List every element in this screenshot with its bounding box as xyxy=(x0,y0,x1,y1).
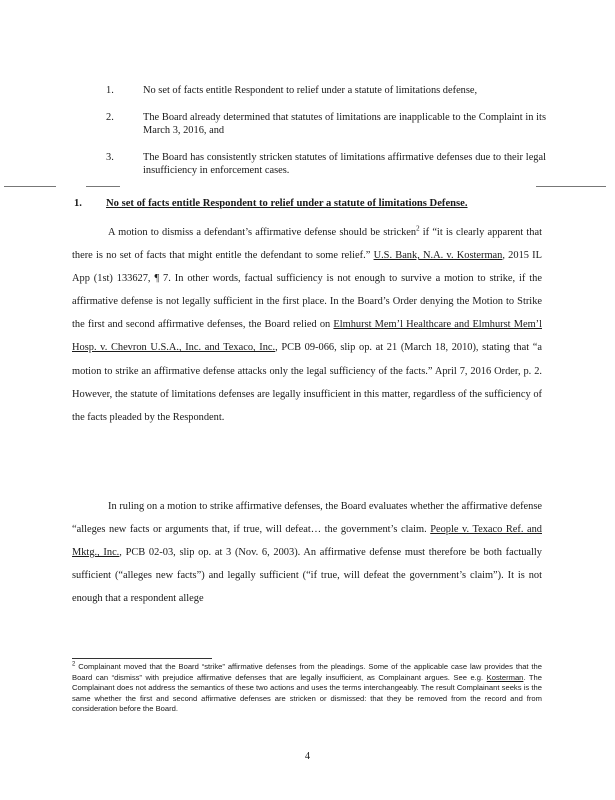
case-citation: Kosterman xyxy=(486,672,524,682)
paragraph-text: , PCB 02-03, slip op. at 3 (Nov. 6, 2003). An affirmative defense must therefore be both factually sufficient (“alleges new facts”) and legally sufficient (“if true, will defeat the government’s claim”). It is not enough that a respondent allege xyxy=(72,547,542,605)
section-heading xyxy=(74,198,468,209)
paragraph-text: if “it is clearly apparent that there is no set of facts that might entitle the defendant to some relief.” xyxy=(72,227,542,262)
case-citation: Elmhurst Mem’l Healthcare and Elmhurst Mem’l Hosp. v. Chevron U.S.A., Inc. and Texaco, Inc. xyxy=(72,319,542,354)
paragraph-text: , PCB 09-066, slip op. at 21 (March 18, 2010), stating that “a motion to strike an affirmative defense attacks only the legal sufficiency of the facts.” April 7, 2016 Order, p. 2. However, the statute of limitations defenses are legally insufficient in this matter, regardless of the sufficiency of the facts pleaded by the Respondent. xyxy=(72,342,542,423)
paragraph-text: , 2015 IL App (1st) 133627, ¶ 7. In other words, factual sufficiency is not enough to survive a motion to strike, if the affirmative defense is not legally sufficient in the first place. In the Board’s Order denying the Motion to Strike the first and second affirmative defenses, the Board relied on xyxy=(72,250,542,331)
footnote-reference[interactable]: 2 xyxy=(416,224,420,233)
page-number: 4 xyxy=(304,751,311,762)
paragraph-2 xyxy=(72,495,542,610)
footnote-text: Complainant moved that the Board “strike” affirmative defenses from the pleadings. Some of the applicable case law provides that the Board can “dismiss” with prejudice affirmative defenses that are legally insufficient, as Complainant argues. See e.g. xyxy=(72,662,542,682)
paragraph-text: In ruling on a motion to strike affirmative defenses, the Board evaluates whether the affirmative defense “alleges new facts or arguments that, if true, will defeat… the government’s claim. xyxy=(72,501,542,536)
list-item-text: The Board has consistently stricken statutes of limitations affirmative defenses due to their legal insufficiency in enforcement cases. xyxy=(143,152,546,176)
footnote-divider xyxy=(72,658,212,659)
list-item-text: The Board already determined that statutes of limitations are inapplicable to the Complaint in its March 3, 2016, and xyxy=(143,112,546,136)
section-heading-number: 1. xyxy=(74,198,82,209)
list-item xyxy=(106,84,546,97)
case-citation: People v. Texaco Ref. and Mktg., Inc. xyxy=(72,524,542,559)
list-item-text: No set of facts entitle Respondent to relief under a statute of limitations defense, xyxy=(143,85,478,96)
footnote-text: . The Complainant does not address the semantics of these two actions and uses the terms interchangeably. The result Complainant seeks is the same whether the first and second affirmative defenses are stricken or dismissed: that they be removed from the record and from consideration before the Board. xyxy=(72,672,543,714)
section-heading-text: No set of facts entitle Respondent to relief under a statute of limitations Defense. xyxy=(106,198,468,209)
paragraph-text: A motion to dismiss a defendant’s affirmative defense should be stricken xyxy=(108,227,417,238)
footnote xyxy=(72,662,542,715)
list-item xyxy=(106,151,546,177)
footnote-number: 2 xyxy=(72,661,76,668)
list-item xyxy=(106,111,546,137)
list-item-number: 1. xyxy=(106,85,114,96)
paragraph-1 xyxy=(72,221,542,429)
numbered-list xyxy=(106,84,546,191)
list-item-number: 3. xyxy=(106,152,114,163)
scan-artifact-divider xyxy=(0,184,615,190)
case-citation: U.S. Bank, N.A. v. Kosterman xyxy=(373,250,503,262)
list-item-number: 2. xyxy=(106,112,114,123)
